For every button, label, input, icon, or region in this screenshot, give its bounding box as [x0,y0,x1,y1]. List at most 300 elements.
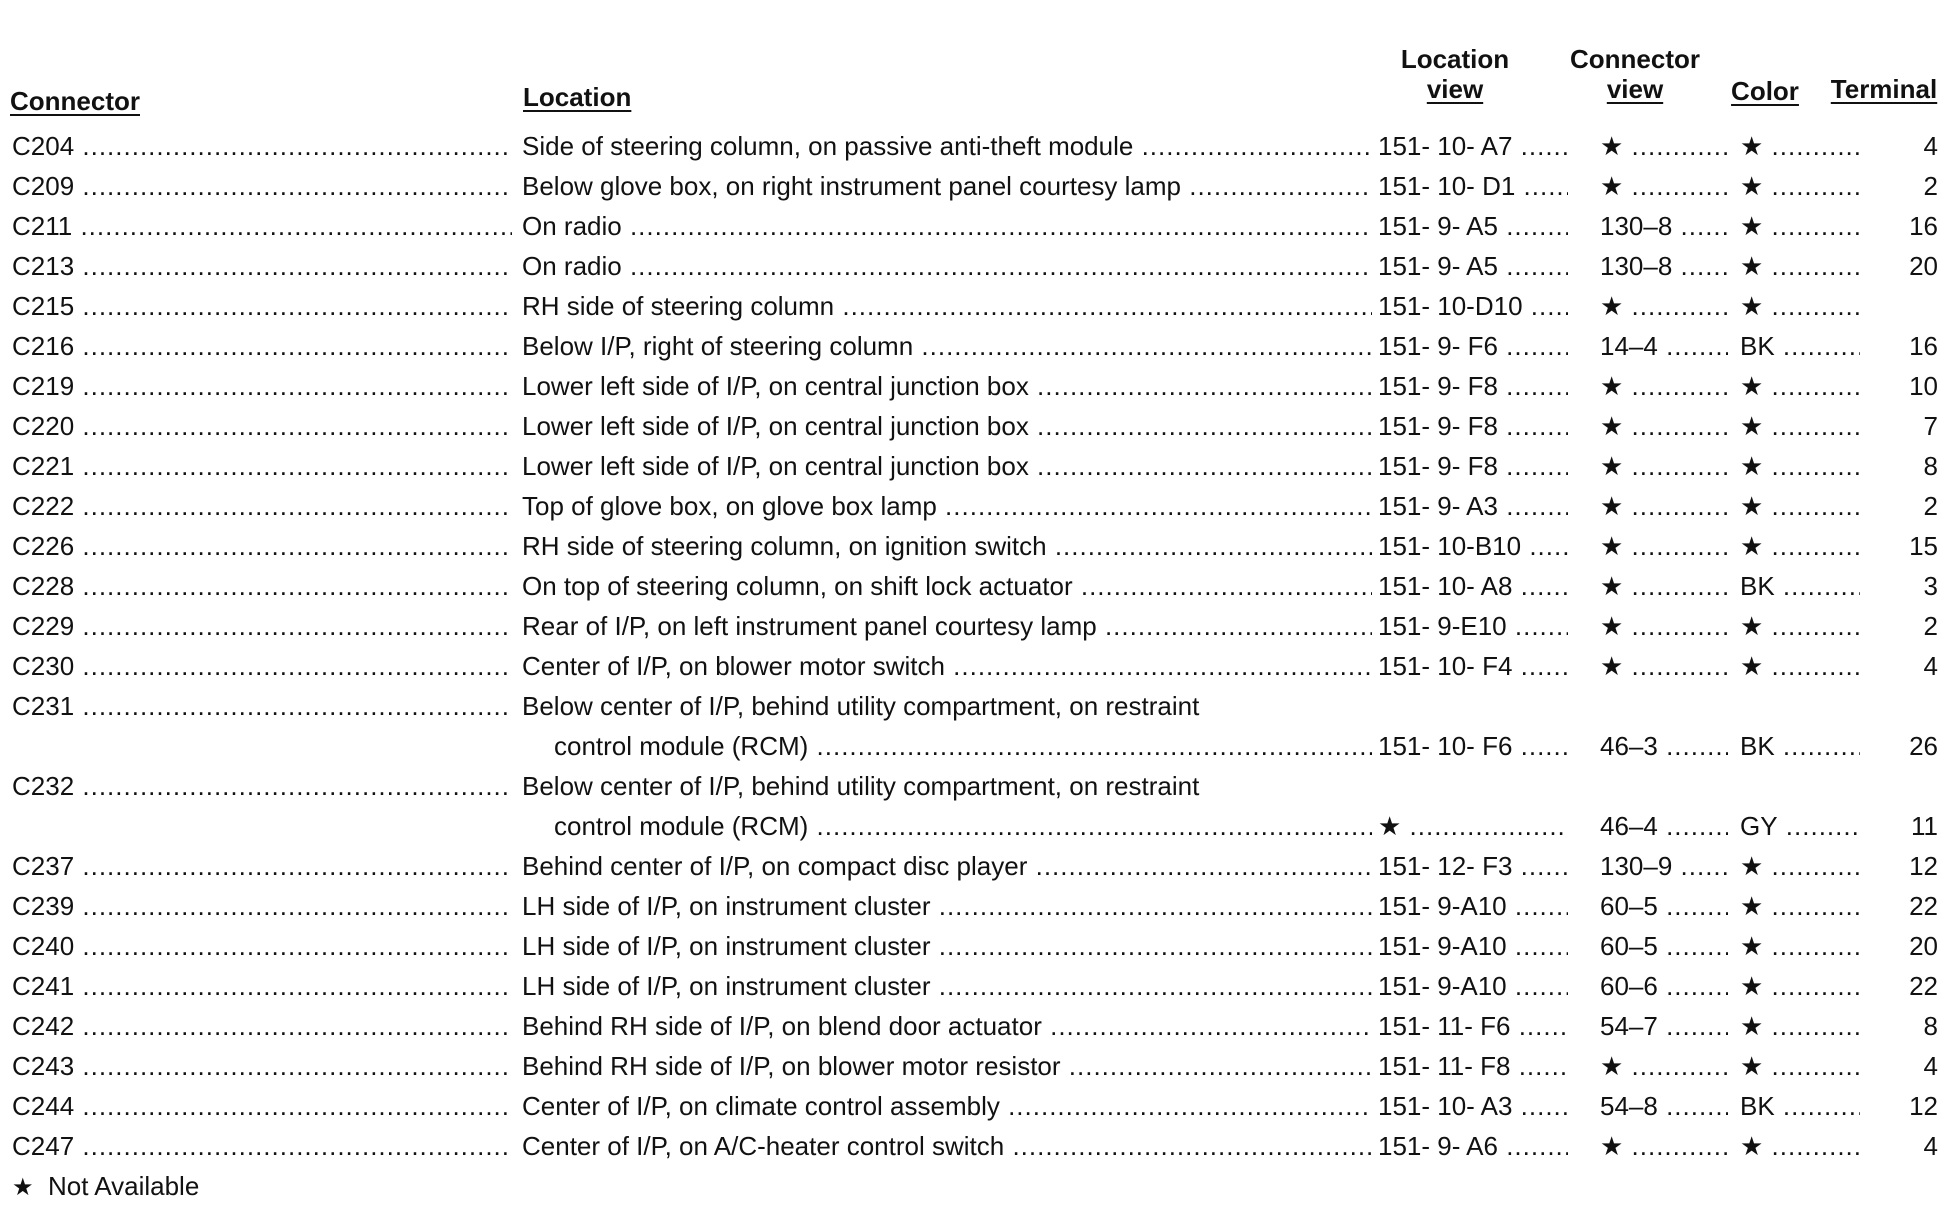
location-view-cell [1378,1046,1568,1086]
connector-cell-text: C220 [12,411,75,441]
connector-view-cell-text: ★ [1600,651,1624,681]
location-cell-text: Behind center of I/P, on compact disc player [522,851,1028,881]
location-view-cell [1378,846,1568,886]
connector-view-cell-text: ★ [1600,1131,1624,1161]
terminal-cell-text: 2 [1923,491,1938,521]
terminal-cell [1868,366,1938,406]
connector-view-cell-text: ★ [1600,491,1624,521]
location-view-cell-text: 151- 11- F8 [1378,1051,1511,1081]
color-cell-text: BK [1740,331,1775,361]
connector-view-cell-text: 46–3 [1600,731,1658,761]
connector-view-cell-text: ★ [1600,371,1624,401]
connector-view-cell [1600,286,1728,326]
location-view-cell-text: 151- 10- A3 [1378,1091,1513,1121]
connector-view-cell [1600,206,1728,246]
location-cell-text: Behind RH side of I/P, on blower motor resistor [522,1051,1061,1081]
color-cell [1740,566,1860,606]
color-cell-text: BK [1740,1091,1775,1121]
connector-cell [12,166,512,206]
connector-view-cell [1600,526,1728,566]
location-cell-text: Side of steering column, on passive anti-theft module [522,131,1134,161]
location-cell [522,126,1372,166]
color-cell [1740,886,1860,926]
color-cell [1740,406,1860,446]
connector-cell [12,126,512,166]
footnote [12,1170,199,1204]
connector-cell [12,1006,512,1046]
table-row [0,1046,1950,1086]
terminal-cell [1868,246,1938,286]
color-cell [1740,606,1860,646]
connector-cell [12,486,512,526]
connector-view-cell-text: 54–8 [1600,1091,1658,1121]
color-cell-text: ★ [1740,451,1764,481]
location-cell-text: On radio [522,211,622,241]
connector-view-cell [1600,126,1728,166]
table-row [0,566,1950,606]
location-view-cell-text: 151- 10- F4 [1378,651,1513,681]
connector-view-cell-text: 46–4 [1600,811,1658,841]
connector-cell [12,286,512,326]
location-line1: Below center of I/P, behind utility compartment, on restraint [522,691,1200,721]
connector-view-cell-text: 130–8 [1600,211,1673,241]
location-cell-text: Center of I/P, on blower motor switch [522,651,945,681]
connector-view-cell [1600,806,1728,846]
location-view-cell [1378,126,1568,166]
connector-view-cell [1600,926,1728,966]
color-cell [1740,806,1860,846]
connector-cell-text: C244 [12,1091,75,1121]
location-cell-text: Lower left side of I/P, on central junction box [522,411,1029,441]
connector-cell [12,846,512,886]
connector-view-cell-text: ★ [1600,611,1624,641]
table-row [0,926,1950,966]
color-cell-text: ★ [1740,171,1764,201]
location-view-cell-text: 151- 10- D1 [1378,171,1516,201]
terminal-cell-text: 20 [1909,251,1938,281]
location-cell-text: Center of I/P, on climate control assembly [522,1091,1000,1121]
table-row [0,1006,1950,1046]
location-view-cell-text: 151- 9-A10 [1378,971,1507,1001]
location-cell [522,846,1372,886]
location-cell-text: LH side of I/P, on instrument cluster [522,931,931,961]
color-cell [1740,166,1860,206]
connector-view-cell [1600,486,1728,526]
connector-view-cell [1600,566,1728,606]
location-view-cell [1378,886,1568,926]
connector-cell-text: C239 [12,891,75,921]
color-cell [1740,1086,1860,1126]
connector-view-cell [1600,966,1728,1006]
connector-view-cell [1600,606,1728,646]
terminal-cell-text: 12 [1909,851,1938,881]
terminal-cell [1868,806,1938,846]
connector-cell [12,246,512,286]
color-cell-text: ★ [1740,1051,1764,1081]
location-line1: Below center of I/P, behind utility compartment, on restraint [522,771,1200,801]
connector-table [0,126,1950,1166]
color-cell-text: ★ [1740,931,1764,961]
location-view-cell [1378,806,1568,846]
header-connector: Connector [10,86,140,116]
location-cell-text: LH side of I/P, on instrument cluster [522,971,931,1001]
color-cell-text: GY [1740,811,1778,841]
terminal-cell-text: 26 [1909,731,1938,761]
connector-cell [12,566,512,606]
location-cell [522,926,1372,966]
connector-view-cell [1600,406,1728,446]
connector-cell-text: C231 [12,691,75,721]
connector-cell-text: C243 [12,1051,75,1081]
terminal-cell [1868,886,1938,926]
color-cell-text: ★ [1740,971,1764,1001]
connector-cell [12,1086,512,1126]
table-row [0,766,1950,846]
location-cell [522,246,1372,286]
terminal-cell-text: 20 [1909,931,1938,961]
location-view-cell [1378,566,1568,606]
location-view-cell-text: 151- 10- F6 [1378,731,1513,761]
star-icon: ★ [12,1174,34,1201]
connector-cell-text: C204 [12,131,75,161]
location-cell-text: Below glove box, on right instrument panel courtesy lamp [522,171,1182,201]
location-cell-text: Behind RH side of I/P, on blend door actuator [522,1011,1042,1041]
color-cell [1740,926,1860,966]
location-view-cell [1378,1086,1568,1126]
terminal-cell-text: 2 [1923,171,1938,201]
connector-cell-text: C215 [12,291,75,321]
connector-view-cell [1600,846,1728,886]
color-cell-text: ★ [1740,891,1764,921]
table-row [0,326,1950,366]
terminal-cell-text: 2 [1923,611,1938,641]
connector-view-cell-text: ★ [1600,291,1624,321]
connector-cell-text: C232 [12,771,75,801]
connector-view-cell [1600,246,1728,286]
connector-cell-text: C222 [12,491,75,521]
location-view-cell [1378,606,1568,646]
location-view-cell-text: 151- 9-A10 [1378,891,1507,921]
terminal-cell-text: 8 [1923,451,1938,481]
location-cell-text: RH side of steering column [522,291,835,321]
connector-cell [12,1126,512,1166]
location-view-cell-text: 151- 9- F8 [1378,451,1498,481]
terminal-cell-text: 15 [1909,531,1938,561]
connector-view-cell [1600,1046,1728,1086]
location-cell [522,1126,1372,1166]
location-cell-text: Lower left side of I/P, on central junction box [522,451,1029,481]
connector-cell-text: C241 [12,971,75,1001]
color-cell-text: ★ [1740,1131,1764,1161]
connector-cell [12,926,512,966]
connector-view-cell [1600,166,1728,206]
terminal-cell [1868,486,1938,526]
header-location-view: Location view [1400,44,1510,104]
table-row [0,1126,1950,1166]
location-view-cell [1378,1006,1568,1046]
connector-cell [12,526,512,566]
terminal-cell [1868,126,1938,166]
table-row [0,366,1950,406]
header-connector-view: Connector view [1570,44,1700,104]
location-view-cell [1378,326,1568,366]
connector-view-cell-text: ★ [1600,531,1624,561]
table-row [0,246,1950,286]
location-view-cell [1378,526,1568,566]
connector-view-cell-text: 14–4 [1600,331,1658,361]
connector-view-cell-text: 130–9 [1600,851,1673,881]
connector-cell-text: C242 [12,1011,75,1041]
table-row [0,1086,1950,1126]
location-cell-text: On top of steering column, on shift lock actuator [522,571,1073,601]
connector-cell-text: C211 [12,211,73,241]
connector-cell-text: C209 [12,171,75,201]
terminal-cell [1868,1086,1938,1126]
location-view-cell-text: 151- 9- F8 [1378,411,1498,441]
connector-view-cell [1600,326,1728,366]
color-cell [1740,726,1860,766]
terminal-cell-text: 11 [1911,811,1938,841]
table-row [0,286,1950,326]
location-view-cell-text: 151- 9- A6 [1378,1131,1498,1161]
connector-cell-text: C221 [12,451,75,481]
connector-cell [12,446,512,486]
location-cell [522,366,1372,406]
connector-cell [12,326,512,366]
location-cell [522,166,1372,206]
terminal-cell-text: 4 [1923,651,1938,681]
location-cell [522,566,1372,606]
connector-cell [12,606,512,646]
location-cell [522,606,1372,646]
color-cell-text: ★ [1740,531,1764,561]
table-row [0,686,1950,766]
connector-view-cell [1600,1006,1728,1046]
connector-view-cell [1600,646,1728,686]
color-cell-text: ★ [1740,131,1764,161]
connector-view-cell-text: 54–7 [1600,1011,1658,1041]
location-view-cell-text: 151- 10- A8 [1378,571,1513,601]
location-view-cell [1378,926,1568,966]
location-view-cell [1378,246,1568,286]
color-cell-text: ★ [1740,491,1764,521]
location-view-cell [1378,486,1568,526]
connector-view-cell-text: 60–6 [1600,971,1658,1001]
location-view-cell [1378,1126,1568,1166]
location-view-cell-text: 151- 10-B10 [1378,531,1522,561]
connector-view-cell-text: ★ [1600,1051,1624,1081]
terminal-cell [1868,206,1938,246]
connector-cell [12,1046,512,1086]
location-view-cell [1378,406,1568,446]
color-cell [1740,966,1860,1006]
connector-cell [12,646,512,686]
location-cell [522,286,1372,326]
connector-view-cell-text: 60–5 [1600,891,1658,921]
connector-view-cell-text: ★ [1600,451,1624,481]
header-location: Location [523,82,632,112]
color-cell [1740,366,1860,406]
location-view-cell [1378,646,1568,686]
connector-cell-text: C229 [12,611,75,641]
location-line2: control module (RCM) ..... [522,806,1372,846]
connector-cell-text: C237 [12,851,75,881]
location-view-cell [1378,726,1568,766]
connector-view-cell [1600,726,1728,766]
location-view-cell [1378,166,1568,206]
connector-cell-text: C230 [12,651,75,681]
location-view-cell-text: 151- 9- A5 [1378,211,1498,241]
connector-view-cell [1600,1126,1728,1166]
location-cell [522,326,1372,366]
location-view-cell-text: 151- 12- F3 [1378,851,1513,881]
terminal-cell-text: 7 [1923,411,1938,441]
color-cell [1740,246,1860,286]
terminal-cell-text: 16 [1909,331,1938,361]
location-cell [522,526,1372,566]
terminal-cell-text: 4 [1923,1131,1938,1161]
terminal-cell-text: 16 [1909,211,1938,241]
location-cell [522,886,1372,926]
location-cell [522,206,1372,246]
connector-cell [12,686,512,726]
header-color: Color [1731,76,1799,106]
terminal-cell-text: 4 [1923,131,1938,161]
table-row [0,446,1950,486]
color-cell-text: ★ [1740,371,1764,401]
color-cell [1740,126,1860,166]
table-row [0,166,1950,206]
location-cell [522,1006,1372,1046]
terminal-cell-text: 22 [1909,891,1938,921]
terminal-cell [1868,446,1938,486]
location-view-cell [1378,966,1568,1006]
location-view-cell-text: ★ [1378,811,1402,841]
connector-view-cell-text: ★ [1600,411,1624,441]
terminal-cell [1868,1126,1938,1166]
terminal-cell [1868,566,1938,606]
connector-cell [12,206,512,246]
location-cell [522,1086,1372,1126]
location-cell [522,486,1372,526]
location-cell-text: Below I/P, right of steering column [522,331,914,361]
color-cell [1740,1046,1860,1086]
color-cell-text: ★ [1740,251,1764,281]
terminal-cell [1868,166,1938,206]
connector-cell [12,766,512,806]
location-cell [522,446,1372,486]
location-view-cell-text: 151- 11- F6 [1378,1011,1511,1041]
location-view-cell [1378,286,1568,326]
terminal-cell [1868,1006,1938,1046]
connector-cell [12,366,512,406]
color-cell [1740,1126,1860,1166]
table-row [0,886,1950,926]
location-view-cell [1378,366,1568,406]
location-view-cell-text: 151- 9-E10 [1378,611,1507,641]
table-row [0,846,1950,886]
connector-view-cell [1600,886,1728,926]
color-cell [1740,286,1860,326]
location-cell [522,766,1372,846]
connector-cell-text: C247 [12,1131,75,1161]
terminal-cell [1868,606,1938,646]
header-terminal: Terminal [1830,74,1938,104]
footnote-text: Not Available [48,1171,200,1201]
terminal-cell-text: 4 [1923,1051,1938,1081]
table-row [0,406,1950,446]
terminal-cell-text: 8 [1923,1011,1938,1041]
location-view-cell-text: 151- 9- A5 [1378,251,1498,281]
terminal-cell-text: 3 [1923,571,1938,601]
color-cell-text: BK [1740,731,1775,761]
color-cell [1740,446,1860,486]
terminal-cell-text: 12 [1909,1091,1938,1121]
location-view-cell-text: 151- 9- F8 [1378,371,1498,401]
table-row [0,486,1950,526]
location-cell-text: Center of I/P, on A/C-heater control switch [522,1131,1005,1161]
color-cell-text: ★ [1740,651,1764,681]
connector-cell-text: C226 [12,531,75,561]
table-row [0,206,1950,246]
connector-view-cell-text: 60–5 [1600,931,1658,961]
table-row [0,646,1950,686]
connector-cell-text: C213 [12,251,75,281]
color-cell-text: ★ [1740,291,1764,321]
connector-view-cell [1600,1086,1728,1126]
connector-view-cell-text: ★ [1600,131,1624,161]
terminal-cell [1868,726,1938,766]
connector-view-cell-text: ★ [1600,171,1624,201]
color-cell [1740,846,1860,886]
location-cell [522,686,1372,766]
terminal-cell [1868,326,1938,366]
connector-view-cell-text: ★ [1600,571,1624,601]
color-cell-text: ★ [1740,1011,1764,1041]
location-cell [522,406,1372,446]
location-view-cell-text: 151- 9-A10 [1378,931,1507,961]
terminal-cell [1868,966,1938,1006]
connector-cell-text: C219 [12,371,75,401]
connector-cell-text: C240 [12,931,75,961]
connector-cell-text: C228 [12,571,75,601]
terminal-cell [1868,526,1938,566]
location-line2: control module (RCM) ..... [522,726,1372,766]
color-cell-text: BK [1740,571,1775,601]
terminal-cell [1868,1046,1938,1086]
terminal-cell-text: 22 [1909,971,1938,1001]
color-cell-text: ★ [1740,411,1764,441]
location-cell-text: RH side of steering column, on ignition switch [522,531,1047,561]
location-cell-text: Top of glove box, on glove box lamp [522,491,937,521]
connector-cell [12,406,512,446]
location-view-cell-text: 151- 10- A7 [1378,131,1513,161]
location-cell [522,646,1372,686]
color-cell-text: ★ [1740,851,1764,881]
color-cell [1740,1006,1860,1046]
connector-cell [12,966,512,1006]
terminal-cell [1868,846,1938,886]
connector-view-cell-text: 130–8 [1600,251,1673,281]
location-cell-text: Rear of I/P, on left instrument panel courtesy lamp [522,611,1097,641]
connector-view-cell [1600,446,1728,486]
table-row [0,966,1950,1006]
table-row [0,606,1950,646]
connector-view-cell [1600,366,1728,406]
table-row [0,526,1950,566]
location-cell [522,966,1372,1006]
location-view-cell [1378,446,1568,486]
